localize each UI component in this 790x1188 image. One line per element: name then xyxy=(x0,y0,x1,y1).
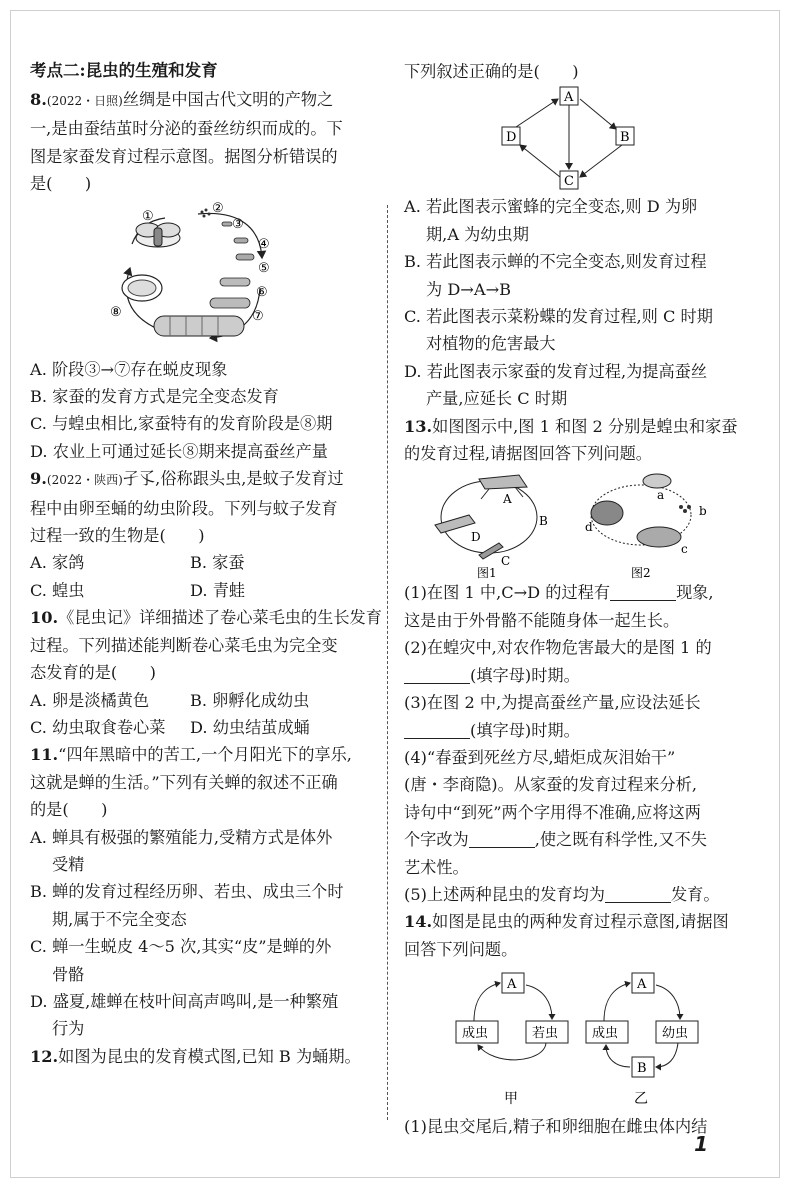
q13-sub1-a: (1)在图 1 中,C→D 的过程有 xyxy=(404,583,611,603)
q14-number: 14. xyxy=(404,912,433,932)
answer-blank[interactable] xyxy=(610,584,676,601)
q8-stem-4: 是( ) xyxy=(30,174,92,194)
stage-label: ④ xyxy=(258,236,270,252)
answer-blank[interactable] xyxy=(469,831,535,848)
q9-source: (2022・陕西) xyxy=(46,473,123,488)
q8-stem-1: 丝绸是中国古代文明的产物之 xyxy=(122,90,334,109)
question-8 xyxy=(30,86,370,465)
node-a: A xyxy=(564,90,574,106)
q10-stem-2: 过程。下列描述能判断卷心菜毛虫为完全变 xyxy=(30,635,338,655)
q11-stem-3: 的是( ) xyxy=(30,800,108,820)
fig1-label-b: B xyxy=(539,514,548,529)
silk-cocoon-icon xyxy=(591,501,623,525)
q12-option-a-cont: 期,A 为幼虫期 xyxy=(426,224,529,244)
q9-stem-2: 程中由卵至蛹的幼虫阶段。下列与蚊子发育 xyxy=(30,498,338,518)
q10-stem-1: 《昆虫记》详细描述了卷心菜毛虫的生长发育 xyxy=(58,608,382,628)
silkworm-cycle-figure xyxy=(110,198,290,356)
right-column xyxy=(404,58,738,1141)
q11-number: 11. xyxy=(30,745,59,765)
question-11 xyxy=(30,741,370,1042)
node-d: D xyxy=(506,130,517,146)
q11-option-d: D. 盛夏,雄蝉在枝叶间高声鸣叫,是一种繁殖 xyxy=(30,991,339,1011)
left-column xyxy=(30,58,382,1070)
question-14 xyxy=(404,908,734,1140)
q13-sub3-a: (3)在图 2 中,为提高蚕丝产量,应设法延长 xyxy=(404,693,701,713)
cycle-ring xyxy=(441,481,537,553)
column-divider xyxy=(387,205,388,1120)
q11-option-b: B. 蝉的发育过程经历卵、若虫、成虫三个时 xyxy=(30,882,344,902)
q13-sub5-a: (5)上述两种昆虫的发育均为 xyxy=(404,884,605,904)
jia-node-adult: 成虫 xyxy=(462,1026,489,1042)
jia-node-a: A xyxy=(507,977,517,993)
development-pattern-figure xyxy=(494,85,644,193)
q13-sub3-b: (填字母)时期。 xyxy=(470,720,580,740)
arrow xyxy=(604,983,630,1021)
q11-stem-1: “四年黑暗中的苦工,一个月阳光下的享乐, xyxy=(58,745,352,765)
q12-stem-2: 下列叙述正确的是( ) xyxy=(404,62,579,81)
q9-stem-1: 孑孓,俗称跟头虫,是蚊子发育过 xyxy=(122,469,344,489)
yi-caption: 乙 xyxy=(634,1091,648,1108)
q10-stem-3: 态发育的是( ) xyxy=(30,663,156,683)
yi-node-a: A xyxy=(637,977,647,993)
yi-node-b: B xyxy=(637,1061,647,1077)
fig2-label-a: a xyxy=(657,488,665,503)
q12-option-b-cont: 为 D→A→B xyxy=(426,279,512,299)
larva-medium-icon xyxy=(210,278,250,308)
q13-number: 13. xyxy=(404,416,433,436)
q13-stem-2: 的发育过程,请据图回答下列问题。 xyxy=(404,444,652,464)
arrow xyxy=(526,985,552,1019)
q10-option-b: B. 卵孵化成幼虫 xyxy=(190,690,310,710)
q8-source: (2022・日照) xyxy=(46,94,123,108)
jia-caption: 甲 xyxy=(504,1091,518,1108)
yi-node-adult: 成虫 xyxy=(592,1026,619,1042)
q9-option-d: D. 青蛙 xyxy=(190,580,246,600)
q12-stem-1: 如图为昆虫的发育模式图,已知 B 为蛹期。 xyxy=(58,1046,361,1066)
arrow-b-c xyxy=(580,145,622,177)
q13-sub4-c: 诗句中“到死”两个字用得不准确,应将这两 xyxy=(404,802,701,822)
jia-node-nymph: 若虫 xyxy=(532,1026,559,1042)
q12-option-c: C. 若此图表示菜粉蝶的发育过程,则 C 时期 xyxy=(404,307,713,327)
q12-option-d: D. 若此图表示家蚕的发育过程,为提高蚕丝 xyxy=(404,361,708,381)
q12-option-b: B. 若此图表示蝉的不完全变态,则发育过程 xyxy=(404,252,707,272)
q9-stem-3: 过程一致的生物是( ) xyxy=(30,526,205,546)
q10-option-d: D. 幼虫结茧成蛹 xyxy=(190,717,310,737)
yi-node-larva: 幼虫 xyxy=(662,1026,689,1042)
stage-label: ⑥ xyxy=(256,284,268,300)
q11-stem-2: 这就是蝉的生活。”下列有关蝉的叙述不正确 xyxy=(30,772,338,792)
fig1-label-a: A xyxy=(503,492,512,507)
silk-moth-icon xyxy=(643,474,671,488)
q13-sub5-b: 发育。 xyxy=(671,884,720,904)
arrow xyxy=(478,1043,546,1060)
fig2-label-c: c xyxy=(681,542,688,557)
arrow xyxy=(656,985,680,1019)
arrow xyxy=(474,983,500,1021)
q8-option-b: B. 家蚕的发育方式是完全变态发育 xyxy=(30,387,279,407)
q13-sub4-f: 艺术性。 xyxy=(404,857,469,877)
q9-option-b: B. 家蚕 xyxy=(190,553,245,573)
q8-stem-3: 图是家蚕发育过程示意图。据图分析错误的 xyxy=(30,146,338,166)
q10-option-a: A. 卵是淡橘黄色 xyxy=(30,690,150,710)
q11-option-d-cont: 行为 xyxy=(52,1019,85,1039)
q11-option-a-cont: 受精 xyxy=(52,854,85,874)
stage-label: ⑦ xyxy=(252,308,264,324)
fig2-caption: 图2 xyxy=(631,566,651,580)
q8-option-d: D. 农业上可通过延长⑧期来提高蚕丝产量 xyxy=(30,441,328,461)
arrow-a-b xyxy=(580,99,616,129)
question-10 xyxy=(30,604,382,741)
insect-cycles-figure xyxy=(419,467,719,579)
q8-option-a: A. 阶段③→⑦存在蜕皮现象 xyxy=(30,359,228,379)
q14-stem-2: 回答下列问题。 xyxy=(404,939,518,959)
q9-option-a: A. 家鸽 xyxy=(30,553,85,573)
q12-number: 12. xyxy=(30,1046,59,1066)
q13-sub4-d: 个字改为 xyxy=(404,830,469,850)
q8-option-c: C. 与蝗虫相比,家蚕特有的发育阶段是⑧期 xyxy=(30,414,333,434)
q12-option-c-cont: 对植物的危害最大 xyxy=(426,334,556,354)
q8-stem-2: 一,是由蚕结茧时分泌的蚕丝纺织而成的。下 xyxy=(30,119,343,139)
q14-stem-1: 如图是昆虫的两种发育过程示意图,请据图 xyxy=(432,912,729,932)
q10-option-c: C. 幼虫取食卷心菜 xyxy=(30,717,166,737)
q13-sub1-c: 这是由于外骨骼不能随身体一起生长。 xyxy=(404,610,680,630)
q9-number: 9. xyxy=(30,469,47,489)
fig2-label-d: d xyxy=(585,520,593,535)
answer-blank[interactable] xyxy=(605,886,671,903)
node-c: C xyxy=(564,174,574,190)
node-b: B xyxy=(620,130,630,146)
section-title: 考点二:昆虫的生殖和发育 xyxy=(30,61,218,80)
q13-sub4-a: (4)“春蚕到死丝方尽,蜡炬成灰泪始干” xyxy=(404,747,676,767)
fig2-label-b: b xyxy=(699,504,707,519)
q8-number: 8. xyxy=(30,90,47,109)
q11-option-c: C. 蝉一生蜕皮 4～5 次,其实“皮”是蝉的外 xyxy=(30,937,332,957)
arrow-c-d xyxy=(520,145,560,177)
answer-blank[interactable] xyxy=(404,722,470,739)
stage-label: ② xyxy=(212,200,224,216)
q11-option-b-cont: 期,属于不完全变态 xyxy=(52,909,187,929)
fig1-caption: 图1 xyxy=(477,566,497,580)
arrow-d-a xyxy=(516,99,558,127)
q11-option-c-cont: 骨骼 xyxy=(52,964,85,984)
q13-stem-1: 如图图示中,图 1 和图 2 分别是蝗虫和家蚕 xyxy=(432,416,738,436)
arrow xyxy=(656,1043,678,1067)
arrow xyxy=(606,1045,630,1067)
q9-option-c: C. 蝗虫 xyxy=(30,580,85,600)
stage-label: ① xyxy=(142,208,154,224)
fig1-label-c: C xyxy=(501,554,511,569)
q10-number: 10. xyxy=(30,608,59,628)
q11-option-a: A. 蝉具有极强的繁殖能力,受精方式是体外 xyxy=(30,827,333,847)
q12-option-d-cont: 产量,应延长 C 时期 xyxy=(426,389,568,409)
q13-sub1-b: 现象, xyxy=(676,583,714,603)
question-12-start xyxy=(30,1043,370,1070)
stage-label: ③ xyxy=(232,216,244,232)
development-types-figure xyxy=(434,963,704,1113)
stage-label: ⑤ xyxy=(258,260,270,276)
locust-egg-icon xyxy=(479,543,503,559)
page-number: 1 xyxy=(694,1132,708,1156)
question-13 xyxy=(404,413,738,909)
q12-option-a: A. 若此图表示蜜蜂的完全变态,则 D 为卵 xyxy=(404,197,698,217)
q13-sub4-b: (唐・李商隐)。从家蚕的发育过程来分析, xyxy=(404,775,697,795)
silk-eggs-icon xyxy=(679,505,691,513)
q14-sub1: (1)昆虫交尾后,精子和卵细胞在雌虫体内结 xyxy=(404,1117,708,1137)
answer-blank[interactable] xyxy=(404,667,470,684)
cocoon-icon xyxy=(122,275,162,301)
cycle-arrow xyxy=(198,213,262,258)
fig1-label-d: D xyxy=(471,530,481,545)
larva-large-icon xyxy=(154,316,244,336)
stage-label: ⑧ xyxy=(110,304,122,320)
q13-sub2-b: (填字母)时期。 xyxy=(470,665,580,685)
q13-sub2-a: (2)在蝗灾中,对农作物危害最大的是图 1 的 xyxy=(404,638,712,658)
question-9 xyxy=(30,465,370,604)
silkworm-larva-icon xyxy=(637,527,681,547)
q13-sub4-e: ,使之既有科学性,又不失 xyxy=(534,830,707,850)
moth-icon xyxy=(136,223,180,247)
